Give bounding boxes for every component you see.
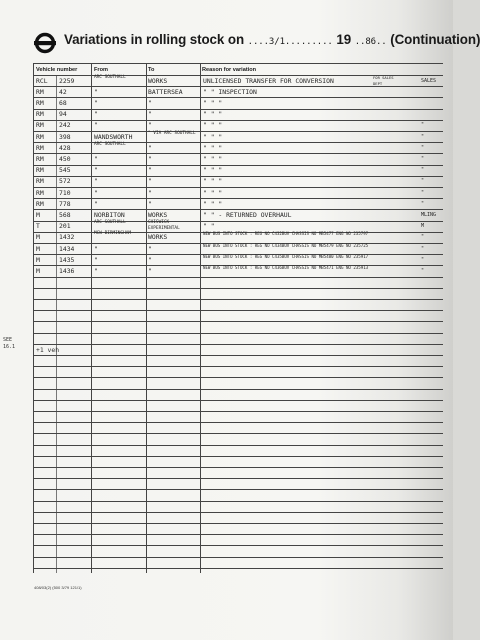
reason-text: " " "	[203, 143, 223, 152]
form-reference: 408/03(2) (500 3/79 121/1)	[34, 585, 82, 590]
reason-text: NEW BUS INTO STOCK : REG NO C434BUV CHASSIS NO MB5479 ENG NO 235725	[203, 242, 369, 248]
variations-table	[33, 63, 443, 573]
destination-note: "	[421, 167, 425, 174]
to-location: " VIA ARC SOUTHALL	[148, 130, 196, 136]
to-location: "	[148, 110, 152, 119]
from-location: "	[94, 154, 98, 163]
from-location: "	[94, 87, 98, 96]
to-location: "	[148, 121, 152, 130]
col-header-from: From	[94, 67, 108, 73]
vehicle-class: T	[36, 222, 40, 231]
destination-note: MLING	[421, 211, 437, 218]
column-divider	[200, 63, 201, 573]
row-rule	[33, 310, 443, 311]
destination-note: "	[421, 189, 425, 196]
vehicle-class: RM	[36, 188, 44, 197]
vehicle-class: RM	[36, 121, 44, 130]
to-location: WORKS	[148, 210, 168, 219]
vehicle-number: 450	[59, 154, 71, 163]
from-location: "	[94, 255, 98, 264]
form-header	[30, 30, 480, 54]
to-location: CHISWICK EXPERIMENTAL	[148, 220, 180, 232]
to-location: "	[148, 266, 152, 275]
to-location: "	[148, 255, 152, 264]
reason-text: " " "	[203, 154, 223, 163]
from-location: ARC SOUTHALL	[94, 74, 126, 80]
vehicle-number: 2259	[59, 76, 75, 85]
to-location: "	[148, 244, 152, 253]
margin-note-date: 16.1	[3, 344, 16, 350]
to-location: BATTERSEA	[148, 87, 183, 96]
to-location: "	[148, 199, 152, 208]
reason-text: " " "	[203, 132, 223, 141]
vehicle-number: 710	[59, 188, 71, 197]
reason-text: UNLICENSED TRANSFER FOR CONVERSION	[203, 76, 334, 85]
vehicle-class: RM	[36, 166, 44, 175]
title-suffix: (Continuation)	[386, 32, 480, 47]
from-location: "	[94, 266, 98, 275]
from-location: "	[94, 98, 98, 107]
destination-note: SALES	[421, 77, 437, 84]
title-year-label: 19	[332, 32, 355, 47]
vehicle-number: 1436	[59, 266, 75, 275]
vehicle-number: 1432	[59, 233, 75, 242]
destination-note: "	[421, 155, 425, 162]
reason-text: NEW BUS INTO STOCK : REG NO C435BUV CHASSIS NO MB5480 ENG NO 235917	[203, 253, 369, 259]
from-location: "	[94, 188, 98, 197]
to-location: WORKS	[148, 233, 168, 242]
vehicle-number: 572	[59, 177, 71, 186]
row-rule	[33, 389, 443, 390]
vehicle-class: M	[36, 244, 40, 253]
reason-text: " " "	[203, 98, 223, 107]
to-location: "	[148, 154, 152, 163]
total-note: +1 veh	[36, 346, 60, 354]
vehicle-class: RM	[36, 98, 44, 107]
destination-note: "	[421, 267, 425, 274]
from-location: "	[94, 121, 98, 130]
row-rule	[33, 512, 443, 513]
column-divider	[56, 75, 57, 573]
vehicle-number: 1435	[59, 255, 75, 264]
col-header-vehicle: Vehicle number	[36, 67, 78, 73]
vehicle-class: RM	[36, 87, 44, 96]
vehicle-number: 68	[59, 98, 67, 107]
from-location: "	[94, 166, 98, 175]
from-location: ARC SOUTHALL	[94, 141, 126, 147]
destination-note: "	[421, 122, 425, 129]
vehicle-number: 201	[59, 222, 71, 231]
column-divider	[33, 63, 34, 573]
vehicle-class: RM	[36, 143, 44, 152]
row-rule	[33, 400, 443, 401]
column-divider	[146, 63, 147, 573]
reason-text: " " "	[203, 110, 223, 119]
to-location: "	[148, 143, 152, 152]
row-rule	[33, 456, 443, 457]
row-rule	[33, 489, 443, 490]
vehicle-number: 428	[59, 143, 71, 152]
column-divider	[91, 63, 92, 573]
vehicle-class: M	[36, 266, 40, 275]
row-rule	[33, 478, 443, 479]
reason-text: " " - RETURNED OVERHAUL	[203, 210, 292, 219]
to-location: "	[148, 177, 152, 186]
form-title	[64, 32, 480, 47]
reason-text: " " "	[203, 166, 223, 175]
row-rule	[33, 288, 443, 289]
row-rule	[33, 422, 443, 423]
vehicle-class: RM	[36, 132, 44, 141]
vehicle-class: M	[36, 233, 40, 242]
row-rule	[33, 299, 443, 300]
row-rule	[33, 433, 443, 434]
vehicle-class: RM	[36, 110, 44, 119]
vehicle-number: 242	[59, 121, 71, 130]
reason-text: " " "	[203, 199, 223, 208]
row-rule	[33, 344, 443, 345]
destination-note: "	[421, 178, 425, 185]
destination-note: M	[421, 223, 425, 230]
roundel-logo-icon	[34, 32, 56, 54]
row-rule	[33, 545, 443, 546]
reason-text: " "	[203, 222, 215, 231]
vehicle-class: M	[36, 255, 40, 264]
vehicle-class: RM	[36, 154, 44, 163]
reason-text: NEW BUS INTO STOCK : REG NO C432BUV CHASSIS NO MB5477 ENG NO 235797	[203, 231, 369, 237]
row-rule	[33, 467, 443, 468]
reason-text: " " INSPECTION	[203, 87, 257, 96]
row-rule	[33, 523, 443, 524]
vehicle-class: RM	[36, 199, 44, 208]
row-rule	[33, 366, 443, 367]
destination-note: "	[421, 256, 425, 263]
row-rule	[33, 321, 443, 322]
reason-text: " " "	[203, 177, 223, 186]
destination-note: "	[421, 200, 425, 207]
vehicle-number: 545	[59, 166, 71, 175]
destination-note: "	[421, 245, 425, 252]
vehicle-class: M	[36, 210, 40, 219]
from-location: WANDSWORTH	[94, 132, 133, 141]
row-rule	[33, 501, 443, 502]
from-location: "	[94, 177, 98, 186]
reason-text: NEW BUS INTO STOCK : REG NO C436BUV CHASSIS NO MB5471 ENG NO 235913	[203, 264, 369, 270]
vehicle-number: 568	[59, 210, 71, 219]
destination-note: "	[421, 144, 425, 151]
to-location: "	[148, 98, 152, 107]
to-location: "	[148, 166, 152, 175]
table-top-rule	[33, 63, 443, 64]
from-location: NORBITON	[94, 210, 125, 219]
destination-note: "	[421, 234, 425, 241]
vehicle-number: 778	[59, 199, 71, 208]
date-value: ....3/1.........	[247, 37, 333, 47]
vehicle-number: 42	[59, 87, 67, 96]
margin-note-see: SEE	[3, 337, 13, 343]
year-value: ..86..	[354, 37, 387, 47]
from-location: "	[94, 199, 98, 208]
reason-note: FOR SALES DEPT	[373, 74, 394, 86]
row-rule	[33, 557, 443, 558]
row-rule	[33, 445, 443, 446]
col-header-reason: Reason for variation	[202, 67, 257, 73]
from-location: MCW BIRMINGHAM	[94, 231, 132, 237]
row-rule	[33, 411, 443, 412]
row-rule	[33, 534, 443, 535]
reason-text: " " "	[203, 188, 223, 197]
vehicle-class: RM	[36, 177, 44, 186]
row-rule	[33, 377, 443, 378]
vehicle-number: 94	[59, 110, 67, 119]
vehicle-class: RCL	[36, 76, 48, 85]
from-location: "	[94, 244, 98, 253]
from-location: ARC SOUTHALL	[94, 220, 126, 226]
to-location: "	[148, 188, 152, 197]
to-location: WORKS	[148, 76, 168, 85]
destination-note: "	[421, 133, 425, 140]
from-location: "	[94, 110, 98, 119]
reason-text: " " "	[203, 121, 223, 130]
row-rule	[33, 355, 443, 356]
title-prefix: Variations in rolling stock on	[64, 32, 248, 47]
col-header-to: To	[148, 67, 155, 73]
row-rule	[33, 568, 443, 569]
row-rule	[33, 333, 443, 334]
vehicle-number: 398	[59, 132, 71, 141]
vehicle-number: 1434	[59, 244, 75, 253]
